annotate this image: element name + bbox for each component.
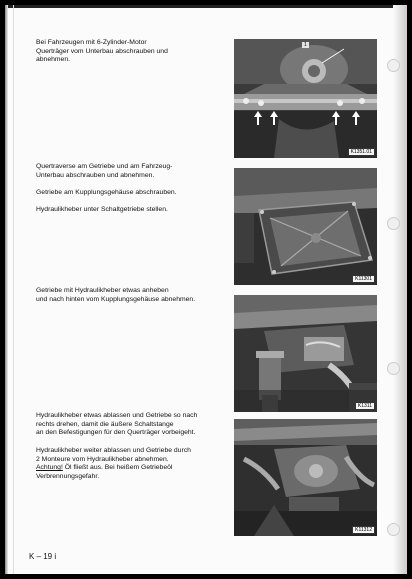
warning-line (36, 464, 231, 473)
manual-page (5, 5, 407, 574)
binder-hole (387, 523, 400, 536)
instruction-block-7 (36, 447, 231, 481)
instruction-line: Querträger vom Unterbau abschrauben und (36, 47, 168, 55)
photo-crossmember-image (234, 39, 377, 158)
binder-hole (387, 59, 400, 72)
figure-callout: 1 (304, 42, 307, 48)
photo-hydraulic-jack-image (234, 295, 377, 412)
warning-text: Öl fließt aus. Bei heißem Getriebeöl (62, 464, 173, 472)
instruction-line: an den Befestigungen für den Querträger vorbeigeht. (36, 429, 196, 437)
page-number: K – 19 i (29, 552, 57, 561)
instruction-line: Hydraulikheber unter Schaltgetriebe stellen. (36, 206, 168, 213)
instruction-line: Getriebe am Kupplungsgehäuse abschrauben. (36, 189, 177, 196)
instruction-line: abnehmen. (36, 56, 71, 64)
instruction-line: rechts drehen, damit die äußere Schaltstange (36, 420, 174, 428)
instruction-line: Hydraulikheber etwas ablassen und Getriebe so nach (36, 412, 198, 419)
instruction-block-4 (36, 206, 216, 215)
photo-hydraulic-jack (234, 295, 377, 412)
photo-gearbox-removal (234, 419, 377, 536)
instruction-block-5 (36, 287, 231, 304)
figure-number: K11301 (352, 275, 375, 283)
page-right-shadow (393, 5, 407, 574)
instruction-block-2 (36, 163, 216, 180)
figure-number: K11312 (352, 526, 375, 534)
instruction-line: Quertraverse am Getriebe und am Fahrzeug- (36, 163, 173, 170)
page-left-edge (5, 5, 8, 574)
instruction-block-1 (36, 39, 216, 65)
instruction-line: Hydraulikheber weiter ablassen und Getriebe durch (36, 447, 191, 454)
instruction-line: Bei Fahrzeugen mit 6-Zylinder-Motor (36, 39, 147, 46)
instruction-block-6 (36, 412, 231, 438)
figure-number: K1311 (355, 402, 375, 410)
figure-number: K1351.01 (348, 148, 375, 156)
margin-line (13, 5, 14, 574)
warning-label: Achtung! (36, 464, 63, 472)
photo-gearbox-pan-image (234, 168, 377, 285)
photo-gearbox-removal-image (234, 419, 377, 536)
binder-hole (387, 217, 400, 230)
page-top-edge (5, 5, 407, 8)
instruction-line: Verbrennungsgefahr. (36, 472, 100, 480)
instruction-line: Unterbau abschrauben und abnehmen. (36, 171, 155, 179)
instruction-line: 2 Monteure vom Hydraulikheber abnehmen. (36, 455, 169, 463)
instruction-block-3 (36, 189, 216, 198)
binder-hole (387, 362, 400, 375)
photo-gearbox-pan (234, 168, 377, 285)
instruction-line: Getriebe mit Hydraulikheber etwas anheben (36, 287, 169, 294)
photo-crossmember (234, 39, 377, 158)
instruction-line: und nach hinten vom Kupplungsgehäuse abnehmen. (36, 295, 196, 303)
